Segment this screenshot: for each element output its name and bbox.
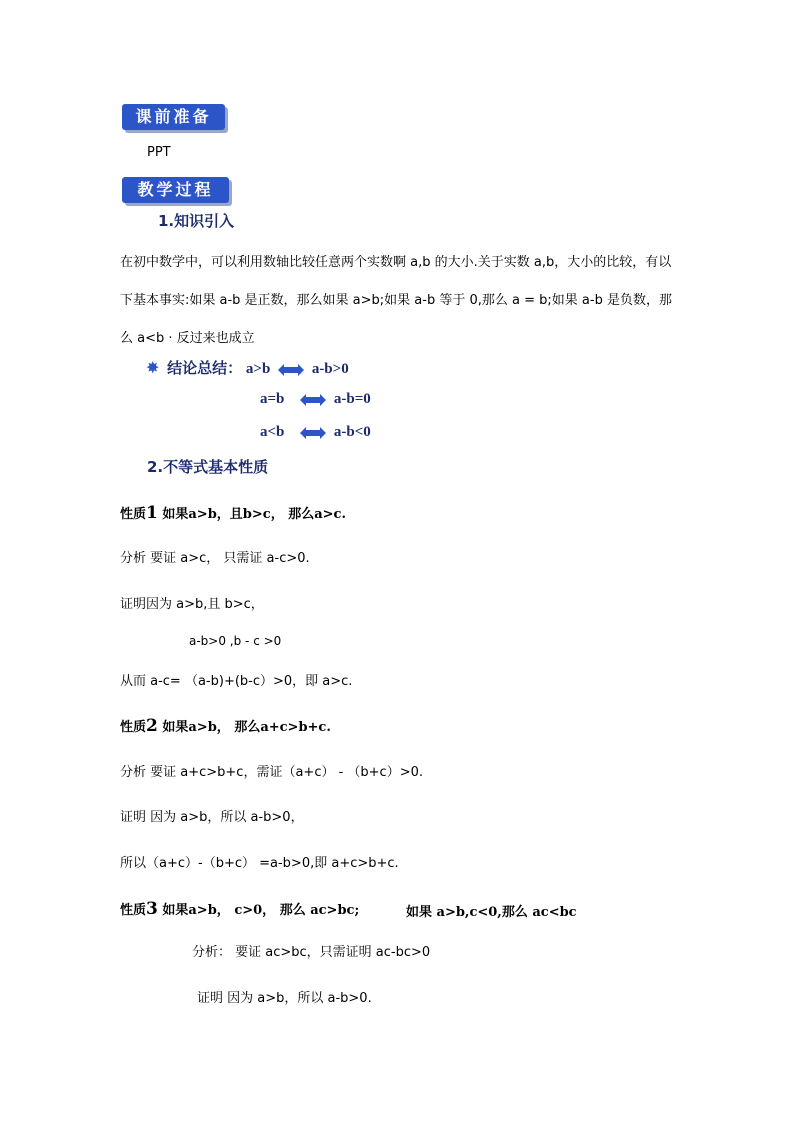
property3-analysis: 分析： 要证 ac>bc，只需证明 ac-bc>0 bbox=[192, 945, 431, 960]
intro-paragraph: 在初中数学中，可以利用数轴比较任意两个实数啊 a,b 的大小.关于实数 a,b，大小的比较，有以下基本事实:如果 a-b 是正数，那么如果 a>b;如果 a-b 等于 0,那么 a = b;如果 a-b 是负数，那么 a<b · 反过来也成立 bbox=[120, 255, 672, 346]
property2-proof-2: 所以（a+c）-（b+c） =a-b>0,即 a+c>b+c. bbox=[120, 856, 399, 871]
conclusion-left: a<b bbox=[260, 424, 285, 440]
property2-proof-1: 证明 因为 a>b，所以 a-b>0， bbox=[120, 810, 304, 825]
prep-badge: 课前准备 bbox=[122, 104, 225, 130]
property3-statement-2: 如果 a>b,c<0,那么 ac<bc bbox=[406, 905, 577, 920]
star-icon: ✸ bbox=[146, 358, 160, 377]
property-label: 性质 bbox=[120, 720, 147, 735]
property-number: 1 bbox=[146, 503, 158, 523]
property1-analysis: 分析 要证 a>c， 只需证 a-c>0. bbox=[120, 551, 310, 566]
property2-analysis: 分析 要证 a+c>b+c，需证（a+c） - （b+c）>0. bbox=[120, 765, 424, 780]
property-text: 如果a>b，且b>c， 那么a>c. bbox=[157, 507, 346, 522]
property-text: 如果a>b， c>0， 那么 ac>bc; bbox=[157, 903, 360, 918]
conclusion-right: a-b<0 bbox=[333, 424, 371, 440]
property-label: 性质 bbox=[120, 507, 147, 522]
property1-proof-2: a-b>0 ,b - c >0 bbox=[189, 634, 282, 648]
property1-proof-3: 从而 a-c= （a-b)+(b-c）>0，即 a>c. bbox=[120, 674, 353, 689]
property-label: 性质 bbox=[120, 903, 147, 918]
property3-proof-1: 证明 因为 a>b，所以 a-b>0. bbox=[197, 991, 372, 1006]
conclusion-label: 结论总结： bbox=[167, 359, 243, 377]
double-arrow-icon bbox=[300, 427, 326, 439]
property2-statement bbox=[120, 716, 331, 736]
double-arrow-icon bbox=[300, 394, 326, 406]
property-number: 2 bbox=[146, 716, 158, 736]
conclusion-row-1 bbox=[146, 357, 349, 378]
properties-heading: 2.不等式基本性质 bbox=[147, 458, 269, 476]
conclusion-left: a>b bbox=[245, 361, 271, 377]
property-number: 3 bbox=[146, 899, 158, 919]
process-badge: 教学过程 bbox=[122, 177, 229, 203]
conclusion-right: a-b=0 bbox=[333, 391, 371, 407]
property1-statement bbox=[120, 503, 346, 523]
double-arrow-icon bbox=[278, 364, 304, 376]
prep-text: PPT bbox=[147, 145, 171, 160]
conclusion-row-2 bbox=[260, 391, 371, 408]
conclusion-row-3 bbox=[260, 424, 371, 441]
property-text: 如果a>b， 那么a+c>b+c. bbox=[157, 720, 331, 735]
property3-statement bbox=[120, 899, 359, 919]
property1-proof-1: 证明因为 a>b,且 b>c， bbox=[120, 597, 264, 612]
intro-heading: 1.知识引入 bbox=[158, 212, 235, 230]
conclusion-right: a-b>0 bbox=[311, 361, 349, 377]
conclusion-left: a=b bbox=[260, 391, 285, 407]
